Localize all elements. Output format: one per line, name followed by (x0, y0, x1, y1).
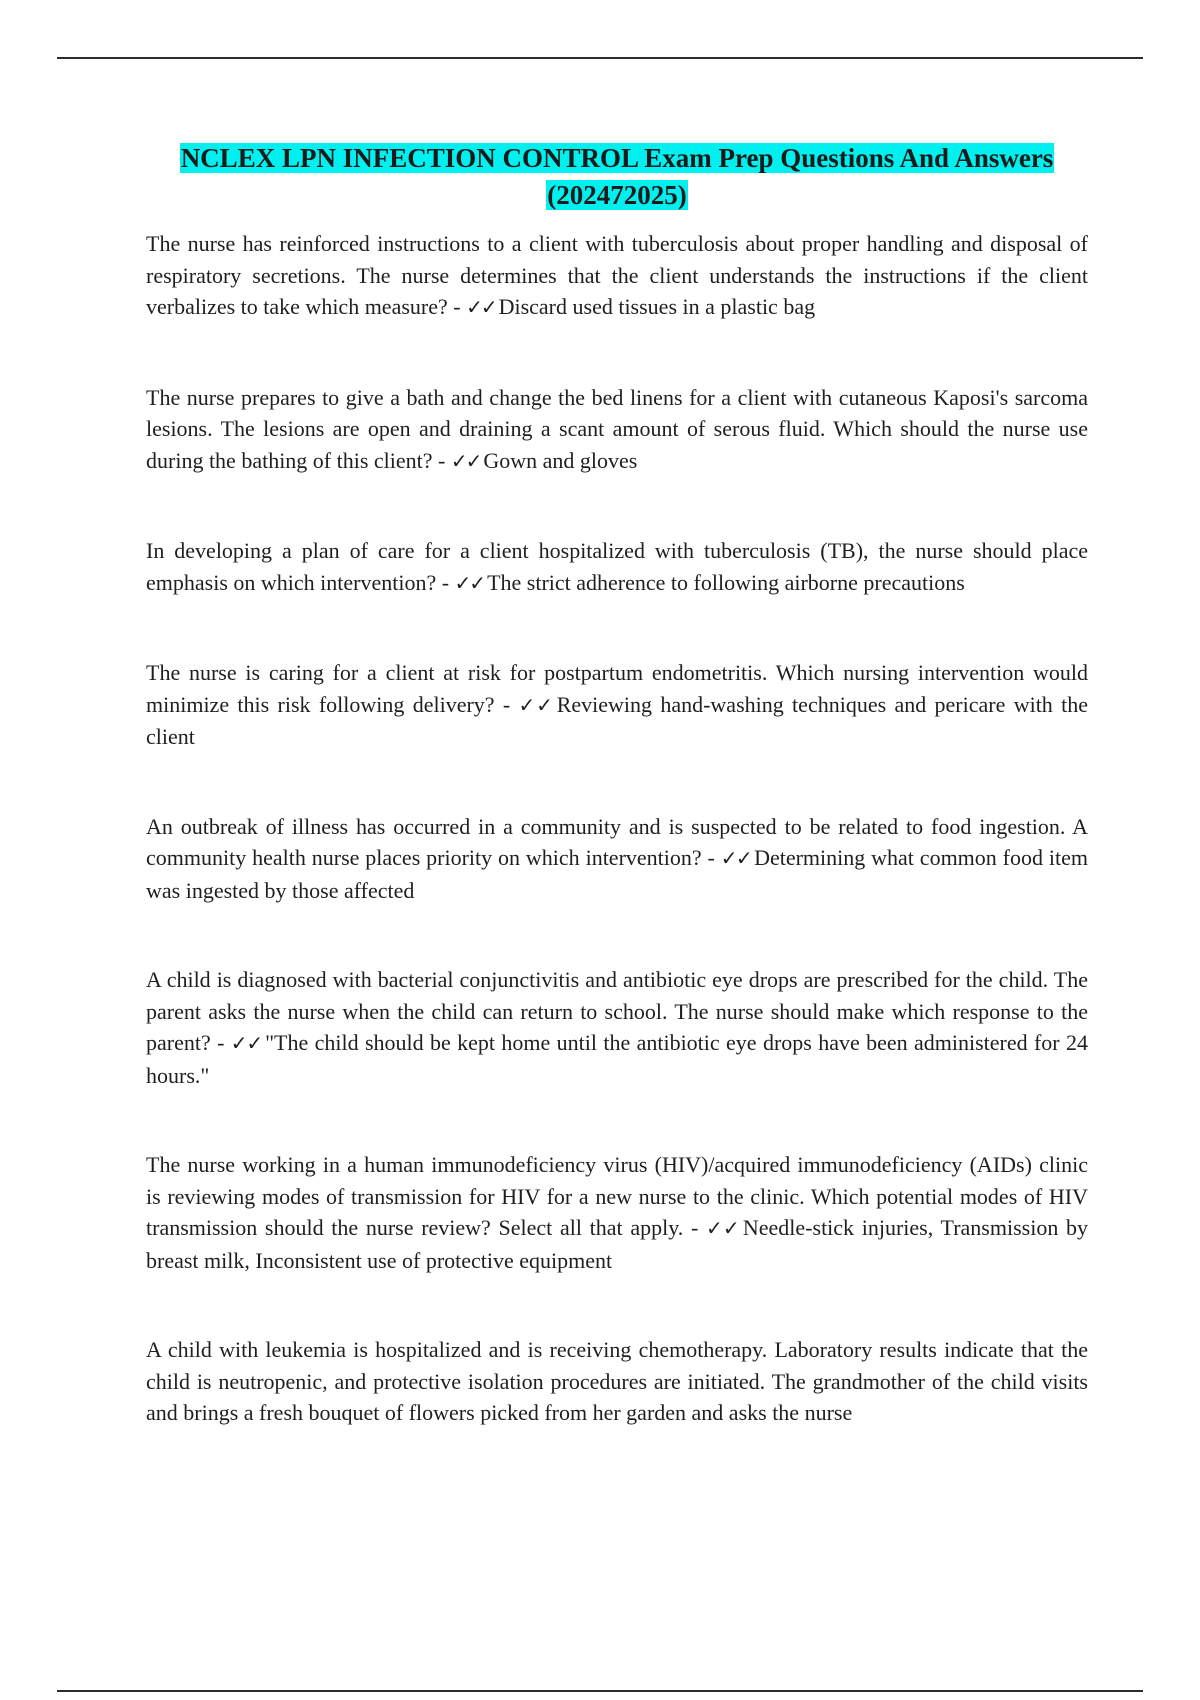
document-title: NCLEX LPN INFECTION CONTROL Exam Prep Questions And Answers (202472025) (180, 143, 1054, 210)
qa-item (146, 228, 1088, 324)
answer-text: Determining what common food item was ingested by those affected (146, 845, 1088, 903)
answer-text: "The child should be kept home until the antibiotic eye drops have been administered for 24 hours." (146, 1030, 1089, 1088)
answer-text: Gown and gloves (483, 447, 638, 473)
question-text: The nurse prepares to give a bath and change the bed linens for a client with cutaneous Kaposi's sarcoma lesions. The lesions are open and draining a scant amount of serous fluid. Which should the nurse use during the bathing of this client? - (146, 384, 1088, 473)
qa-item (146, 1334, 1088, 1429)
question-text: In developing a plan of care for a client hospitalized with tuberculosis (TB), the nurse should place emphasis on which intervention? - (146, 538, 1088, 595)
question-text: An outbreak of illness has occurred in a community and is suspected to be related to food ingestion. A community health nurse places priority on which intervention? - (146, 813, 1088, 870)
check-icon: ✓✓ (720, 846, 752, 870)
top-rule (57, 57, 1143, 59)
qa-item (146, 382, 1088, 478)
qa-item (146, 535, 1088, 599)
answer-text: Needle-stick injuries, Transmission by breast milk, Inconsistent use of protective equipment (146, 1215, 1089, 1273)
check-icon: ✓✓ (518, 692, 554, 717)
answer-text: The strict adherence to following airborne precautions (487, 569, 965, 595)
qa-item (146, 1149, 1088, 1276)
check-icon: ✓✓ (454, 570, 485, 595)
bottom-rule (57, 1690, 1143, 1692)
title-block (146, 140, 1088, 214)
question-text: A child with leukemia is hospitalized and is receiving chemotherapy. Laboratory results indicate that the child is neutropenic, and protective isolation procedures are initiated. The grandmother of the child visits and brings a fresh bouquet of flowers picked from her garden and asks the nurse (146, 1337, 1088, 1425)
check-icon: ✓✓ (705, 1216, 740, 1240)
question-text: The nurse has reinforced instructions to a client with tuberculosis about proper handling and disposal of respiratory secretions. The nurse determines that the client understands the instructions if the client verbalizes to take which measure? - (146, 231, 1088, 319)
question-text: The nurse is caring for a client at risk for postpartum endometritis. Which nursing intervention would minimize this risk following delivery? - (146, 660, 1088, 717)
check-icon: ✓✓ (230, 1031, 263, 1055)
qa-item (146, 811, 1088, 907)
check-icon: ✓✓ (450, 448, 481, 473)
qa-item (146, 964, 1088, 1091)
answer-text: Discard used tissues in a plastic bag (498, 294, 816, 319)
question-text: The nurse working in a human immunodeficiency virus (HIV)/acquired immunodeficiency (AIDs) clinic is reviewing modes of transmission for HIV for a new nurse to the clinic. Which potential modes of HIV transmission should the nurse review? Select all that apply. - (146, 1152, 1088, 1240)
check-icon: ✓✓ (466, 295, 496, 319)
answer-text: Reviewing hand-washing techniques and pericare with the client (146, 691, 1088, 749)
question-text: A child is diagnosed with bacterial conjunctivitis and antibiotic eye drops are prescribed for the child. The parent asks the nurse when the child can return to school. The nurse should make which response to the parent? - (146, 967, 1088, 1055)
qa-item (146, 657, 1088, 753)
document-body (146, 140, 1088, 1429)
